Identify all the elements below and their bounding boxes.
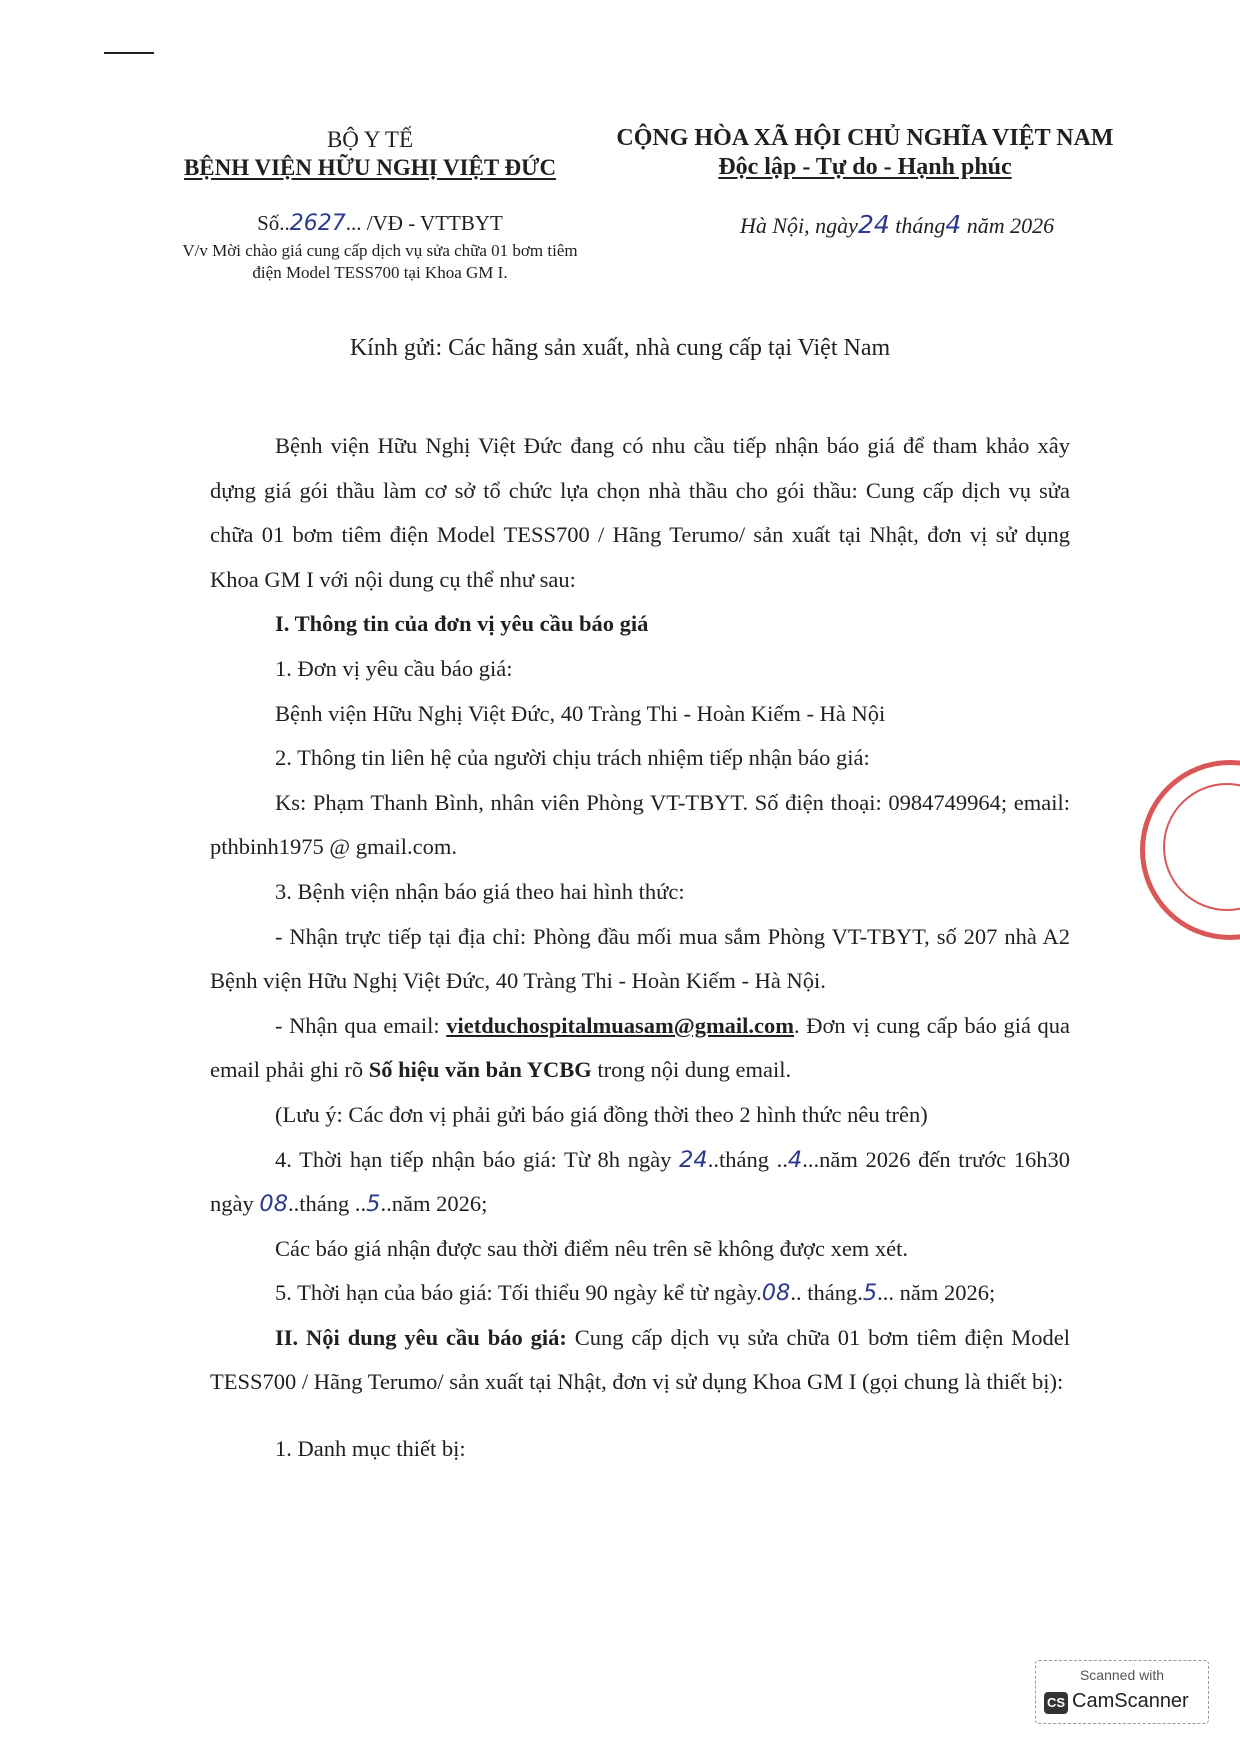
- document-body: [210, 424, 1070, 1472]
- subject-line-1: V/v Mời chào giá cung cấp dịch vụ sửa chữa 01 bơm tiêm: [182, 241, 578, 260]
- item-3-label: 3. Bệnh viện nhận báo giá theo hai hình thức:: [275, 878, 685, 904]
- national-header: [605, 124, 1125, 182]
- email-link[interactable]: vietduchospitalmuasam@gmail.com: [446, 1012, 795, 1038]
- document-subject: [110, 240, 650, 284]
- email-prefix: - Nhận qua email:: [275, 1012, 447, 1038]
- hospital-name: BỆNH VIỆN HỮU NGHỊ VIỆT ĐỨC: [183, 154, 557, 180]
- year-text: năm 2026: [966, 213, 1055, 238]
- item-3-email: [210, 1004, 1070, 1093]
- ministry-name: BỘ Y TẾ: [326, 127, 414, 152]
- document-number: [130, 211, 630, 236]
- item-5: [210, 1271, 1070, 1316]
- red-seal-stamp: [1140, 760, 1240, 940]
- email-mid: . Đơn vị cung cấp báo giá qua email phải ghi rõ: [210, 1012, 1070, 1083]
- national-motto: Độc lập - Tự do - Hạnh phúc: [718, 153, 1012, 180]
- list-item-1: 1. Danh mục thiết bị:: [275, 1436, 466, 1462]
- item-4-part-2: ..tháng ..: [707, 1146, 788, 1172]
- item-3-direct: - Nhận trực tiếp tại địa chỉ: Phòng đầu mối mua sắm Phòng VT-TBYT, số 207 nhà A2 Bệnh viện Hữu Nghị Việt Đức, 40 Tràng Thi - Hoàn Kiếm - Hà Nội.: [210, 923, 1070, 994]
- intro-paragraph: Bệnh viện Hữu Nghị Việt Đức đang có nhu cầu tiếp nhận báo giá để tham khảo xây dựng giá gói thầu làm cơ sở tổ chức lựa chọn nhà thầu cho gói thầu: Cung cấp dịch vụ sửa chữa 01 bơm tiêm điện Model TESS700 / Hãng Terumo/ sản xuất tại Nhật, đơn vị sử dụng Khoa GM I với nội dung cụ thể như sau:: [210, 433, 1070, 592]
- section-2: [210, 1316, 1070, 1405]
- item-5-part-3: ... năm 2026;: [877, 1280, 996, 1306]
- document-date: [740, 210, 1054, 239]
- section-1-title: I. Thông tin của đơn vị yêu cầu báo giá: [275, 611, 649, 637]
- item-1-label: 1. Đơn vị yêu cầu báo giá:: [275, 655, 513, 681]
- handwritten-month: 4: [945, 210, 962, 239]
- month-label: tháng: [895, 213, 946, 238]
- number-suffix: ... /VĐ - VTTBYT: [345, 211, 503, 235]
- handwritten-number: 2627: [289, 211, 346, 236]
- handwritten-day-1: 24: [679, 1146, 708, 1173]
- camscanner-watermark: [1035, 1660, 1209, 1724]
- item-5-part-2: .. tháng.: [790, 1280, 863, 1306]
- subject-line-2: điện Model TESS700 tại Khoa GM I.: [252, 263, 508, 283]
- item-2-label: 2. Thông tin liên hệ của người chịu trách nhiệm tiếp nhận báo giá:: [275, 745, 870, 771]
- item-2-value: Ks: Phạm Thanh Bình, nhân viên Phòng VT-TBYT. Số điện thoại: 0984749964; email: pthbinh1975 @ gmail.com.: [210, 789, 1070, 860]
- country-name: CỘNG HÒA XÃ HỘI CHỦ NGHĨA VIỆT NAM: [616, 125, 1114, 151]
- date-place-label: Hà Nội, ngày: [740, 213, 858, 238]
- section-2-title: II. Nội dung yêu cầu báo giá:: [275, 1324, 567, 1350]
- item-4-part-5: ..năm 2026;: [380, 1191, 488, 1217]
- section-2-text: Cung cấp dịch vụ sửa chữa 01 bơm tiêm điện Model TESS700 / Hãng Terumo/ sản xuất tại Nhật, đơn vị sử dụng Khoa GM I (gọi chung là thiết bị):: [210, 1324, 1070, 1395]
- watermark-line-2: CamScanner: [1072, 1690, 1189, 1712]
- watermark-line-1: Scanned with: [1079, 1667, 1165, 1683]
- recipient-line: Kính gửi: Các hãng sản xuất, nhà cung cấp tại Việt Nam: [349, 335, 891, 361]
- item-4-part-1: 4. Thời hạn tiếp nhận báo giá: Từ 8h ngày: [275, 1146, 680, 1172]
- item-5-part-1: 5. Thời hạn của báo giá: Tối thiểu 90 ngày kể từ ngày.: [275, 1280, 762, 1306]
- email-bold-text: Số hiệu văn bản YCBG: [368, 1057, 592, 1083]
- item-4: [210, 1138, 1070, 1227]
- handwritten-day-2: 08: [259, 1191, 289, 1218]
- scan-mark: [104, 52, 154, 54]
- camscanner-logo-icon: CS: [1044, 1692, 1068, 1714]
- handwritten-month-1: 4: [787, 1146, 803, 1173]
- item-4-part-4: ..tháng ..: [288, 1191, 367, 1217]
- item-4-part-3: ...năm 2026 đến trước 16h30 ngày: [210, 1146, 1070, 1217]
- issuer-header: [160, 126, 580, 181]
- item-1-value: Bệnh viện Hữu Nghị Việt Đức, 40 Tràng Thi - Hoàn Kiếm - Hà Nội: [275, 700, 886, 726]
- handwritten-day: 24: [857, 210, 890, 239]
- note-line: (Lưu ý: Các đơn vị phải gửi báo giá đồng thời theo 2 hình thức nêu trên): [275, 1101, 928, 1127]
- handwritten-day-3: 08: [761, 1280, 791, 1307]
- handwritten-month-2: 5: [366, 1191, 381, 1218]
- number-prefix: Số..: [257, 211, 290, 235]
- item-4-note: Các báo giá nhận được sau thời điểm nêu trên sẽ không được xem xét.: [275, 1235, 909, 1261]
- email-end: trong nội dung email.: [591, 1057, 792, 1083]
- handwritten-month-3: 5: [862, 1280, 878, 1307]
